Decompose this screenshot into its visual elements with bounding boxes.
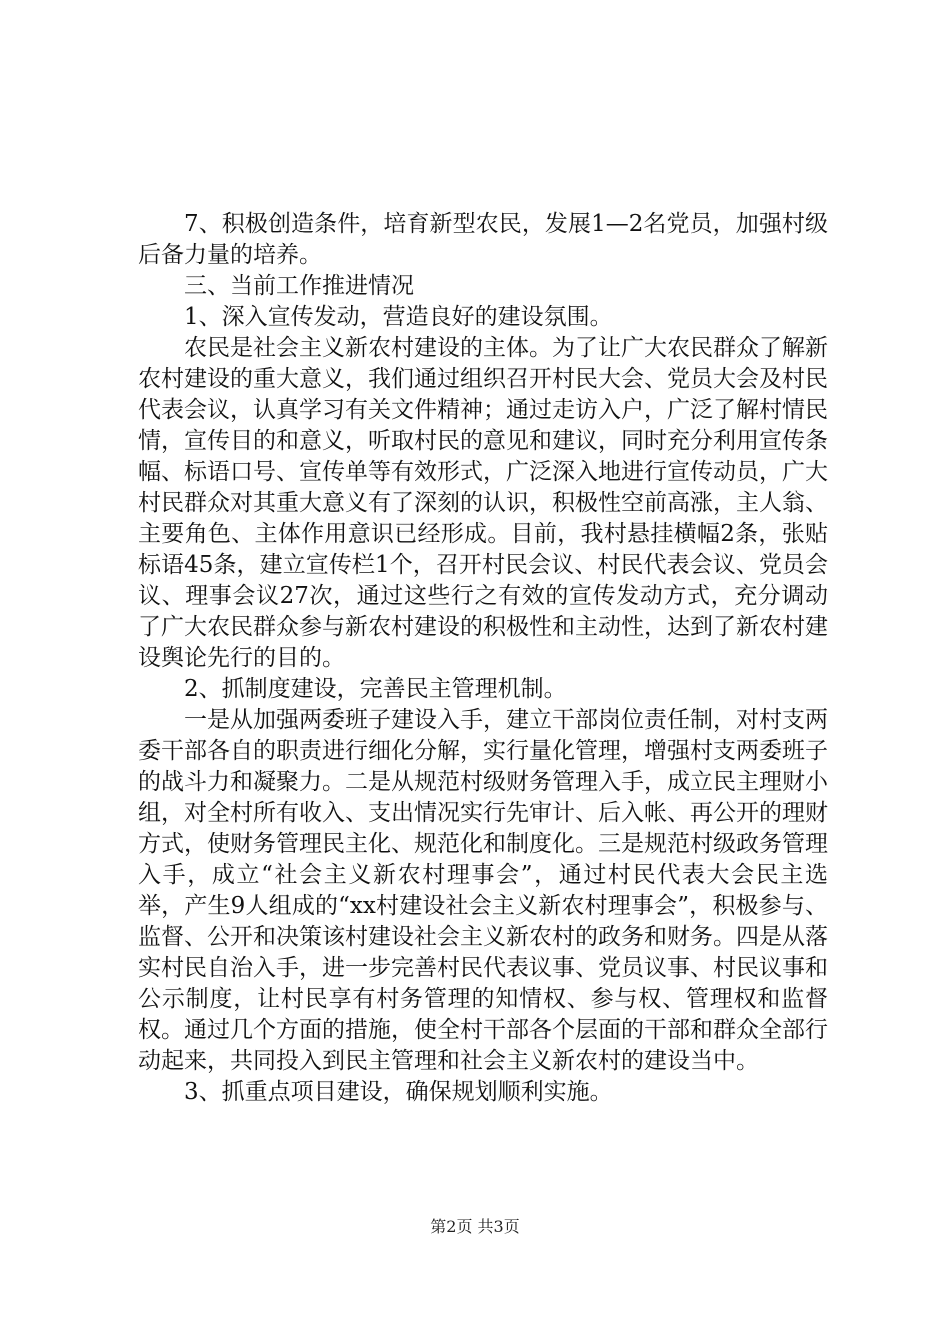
paragraph-system-building-body: 一是从加强两委班子建设入手，建立干部岗位责任制，对村支两委干部各自的职责进行细化分解，实行量化管理，增强村支两委班子的战斗力和凝聚力。二是从规范村级财务管理入手，成立民主理财小组，对全村所有收入、支出情况实行先审计、后入帐、再公开的理财方式，使财务管理民主化、规范化和制度化。三是规范村级政务管理入手，成立“社会主义新农村理事会”，通过村民代表大会民主选举，产生9人组成的“xx村建设社会主义新农村理事会”，积极参与、监督、公开和决策该村建设社会主义新农村的政务和财务。四是从落实村民自治入手，进一步完善村民代表议事、党员议事、村民议事和公示制度，让村民享有村务管理的知情权、参与权、管理权和监督权。通过几个方面的措施，使全村干部各个层面的干部和群众全部行动起来，共同投入到民主管理和社会主义新农村的建设当中。 (138, 707, 828, 1074)
paragraph-publicity-body: 农民是社会主义新农村建设的主体。为了让广大农民群众了解新农村建设的重大意义，我们通过组织召开村民大会、党员大会及村民代表会议，认真学习有关文件精神；通过走访入户，广泛了解村情民情，宣传目的和意义，听取村民的意见和建议，同时充分利用宣传条幅、标语口号、宣传单等有效形式，广泛深入地进行宣传动员，广大村民群众对其重大意义有了深刻的认识，积极性空前高涨，主人翁、主要角色、主体作用意识已经形成。目前，我村悬挂横幅2条，张贴标语45条，建立宣传栏1个，召开村民会议、村民代表会议、党员会议、理事会议27次，通过这些行之有效的宣传发动方式，充分调动了广大农民群众参与新农村建设的积极性和主动性，达到了新农村建设舆论先行的目的。 (138, 335, 828, 671)
document-body (138, 209, 828, 1108)
page-footer: 第2页 共3页 (430, 1217, 520, 1236)
paragraph-item-7: 7、积极创造条件，培育新型农民，发展1—2名党员，加强村级后备力量的培养。 (138, 211, 828, 268)
section-heading-current-progress: 三、当前工作推进情况 (184, 273, 414, 299)
subheading-system-building: 2、抓制度建设，完善民主管理机制。 (184, 676, 567, 702)
subheading-key-projects: 3、抓重点项目建设，确保规划顺利实施。 (184, 1079, 613, 1105)
subheading-publicity: 1、深入宣传发动，营造良好的建设氛围。 (184, 304, 613, 330)
